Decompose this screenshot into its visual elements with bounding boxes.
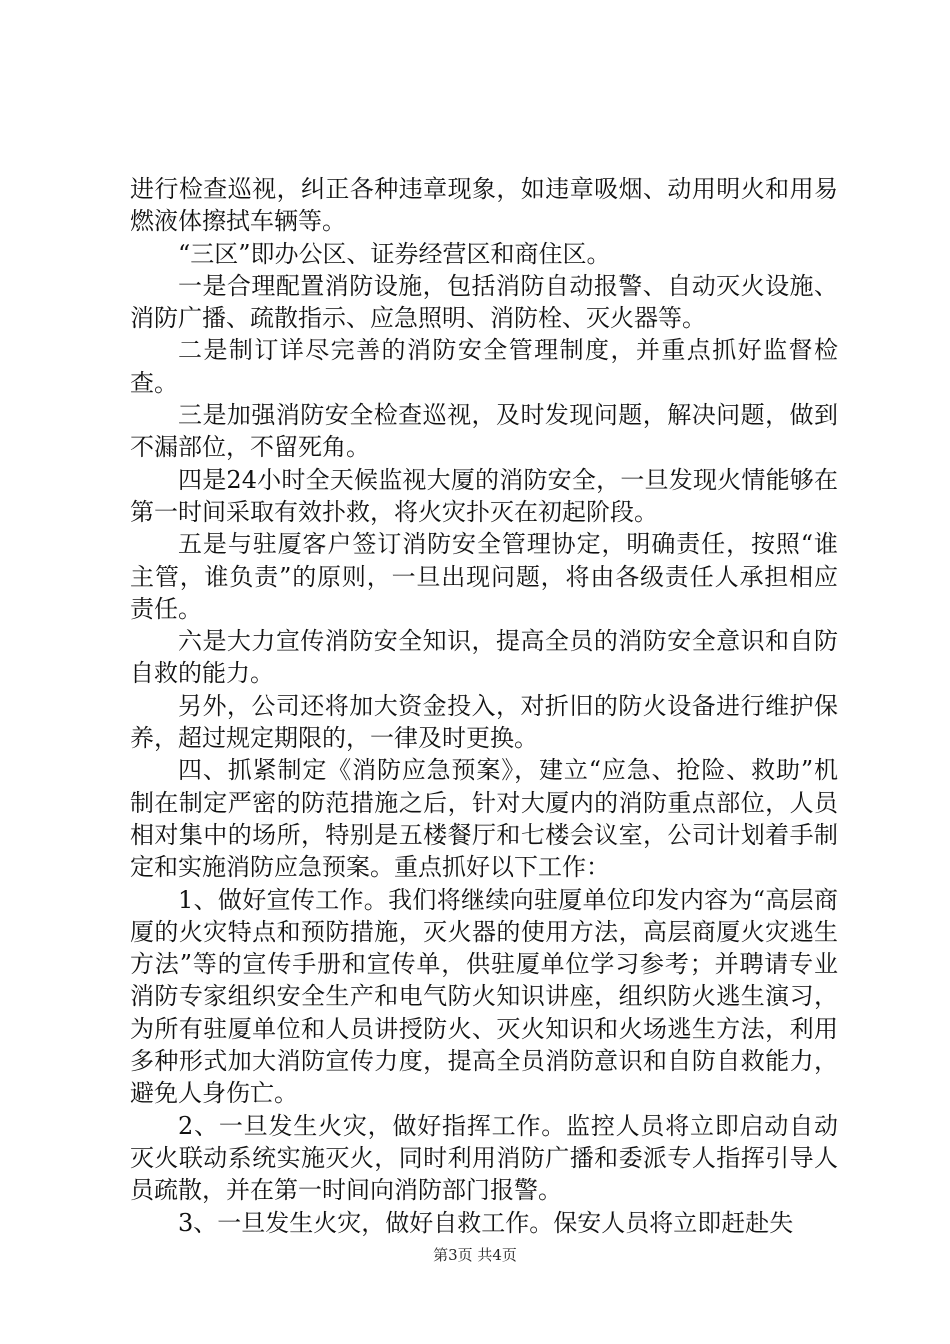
paragraph: 3、一旦发生火灾，做好自救工作。保安人员将立即赶赴失 xyxy=(178,1208,794,1237)
paragraph: 一是合理配置消防设施，包括消防自动报警、自动灭火设施、消防广播、疏散指示、应急照明、消防栓、灭火器等。 xyxy=(130,271,838,333)
document-body xyxy=(130,173,838,1239)
page-number-footer: 第3页 共4页 xyxy=(433,1246,517,1264)
paragraph: 五是与驻厦客户签订消防安全管理协定，明确责任，按照“谁主管，谁负责”的原则，一旦出现问题，将由各级责任人承担相应责任。 xyxy=(130,530,838,623)
paragraph: 另外，公司还将加大资金投入，对折旧的防火设备进行维护保养，超过规定期限的，一律及时更换。 xyxy=(130,691,838,753)
paragraph: 2、一旦发生火灾，做好指挥工作。监控人员将立即启动自动灭火联动系统实施灭火，同时利用消防广播和委派专人指挥引导人员疏散，并在第一时间向消防部门报警。 xyxy=(130,1111,838,1205)
paragraph: 六是大力宣传消防安全知识，提高全员的消防安全意识和自防自救的能力。 xyxy=(130,627,838,688)
paragraph: 三是加强消防安全检查巡视，及时发现问题，解决问题，做到不漏部位，不留死角。 xyxy=(130,401,838,462)
paragraph: 四是24小时全天候监视大厦的消防安全，一旦发现火情能够在第一时间采取有效扑救，将火灾扑灭在初起阶段。 xyxy=(130,465,838,526)
paragraph: 进行检查巡视，纠正各种违章现象，如违章吸烟、动用明火和用易燃液体擦拭车辆等。 xyxy=(130,175,838,236)
paragraph: 二是制订详尽完善的消防安全管理制度，并重点抓好监督检查。 xyxy=(130,336,838,397)
paragraph: 1、做好宣传工作。我们将继续向驻厦单位印发内容为“高层商厦的火灾特点和预防措施，灭火器的使用方法，高层商厦火灾逃生方法”等的宣传手册和宣传单，供驻厦单位学习参考；并聘请专业消防专家组织安全生产和电气防火知识讲座，组织防火逃生演习，为所有驻厦单位和人员讲授防火、灭火知识和火场逃生方法，利用多种形式加大消防宣传力度，提高全员消防意识和自防自救能力，避免人身伤亡。 xyxy=(130,885,838,1108)
paragraph: 四、抓紧制定《消防应急预案》，建立“应急、抢险、救助”机制在制定严密的防范措施之后，针对大厦内的消防重点部位，人员相对集中的场所，特别是五楼餐厅和七楼会议室，公司计划着手制定和实施消防应急预案。重点抓好以下工作： xyxy=(130,756,838,882)
paragraph: “三区”即办公区、证券经营区和商住区。 xyxy=(178,239,611,268)
